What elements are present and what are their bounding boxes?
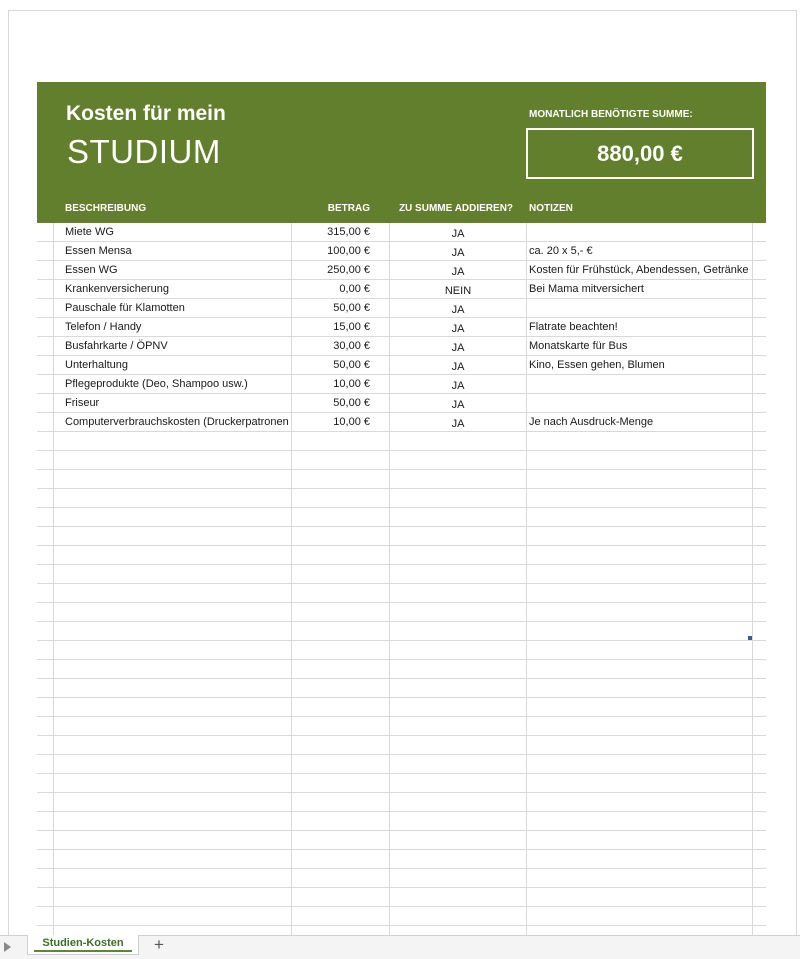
active-tab-indicator bbox=[34, 950, 132, 952]
cell-amount[interactable]: 50,00 € bbox=[333, 359, 370, 371]
table-row bbox=[37, 337, 766, 356]
fill-handle[interactable] bbox=[748, 636, 752, 640]
table-row bbox=[37, 451, 766, 470]
cell-add-to-sum[interactable]: NEIN bbox=[444, 285, 472, 297]
table-row bbox=[37, 869, 766, 888]
cell-amount[interactable]: 250,00 € bbox=[327, 264, 370, 276]
cell-amount[interactable]: 10,00 € bbox=[333, 416, 370, 428]
title-line-1: Kosten für mein bbox=[66, 102, 226, 125]
table-row bbox=[37, 641, 766, 660]
table-row bbox=[37, 774, 766, 793]
table-row bbox=[37, 755, 766, 774]
cell-amount[interactable]: 50,00 € bbox=[333, 397, 370, 409]
cell-amount[interactable]: 30,00 € bbox=[333, 340, 370, 352]
table-row bbox=[37, 242, 766, 261]
cell-add-to-sum[interactable]: JA bbox=[451, 342, 465, 354]
sheet-tab-label: Studien-Kosten bbox=[42, 937, 124, 949]
table-row bbox=[37, 793, 766, 812]
table-row bbox=[37, 831, 766, 850]
cell-amount[interactable]: 0,00 € bbox=[339, 283, 370, 295]
table-row bbox=[37, 888, 766, 907]
column-header-add-to-sum[interactable]: ZU SUMME ADDIEREN? bbox=[398, 203, 514, 214]
column-header-amount[interactable]: BETRAG bbox=[327, 203, 370, 214]
cell-add-to-sum[interactable]: JA bbox=[451, 266, 465, 278]
cell-description[interactable]: Busfahrkarte / ÖPNV bbox=[65, 340, 168, 352]
cell-amount[interactable]: 100,00 € bbox=[327, 245, 370, 257]
cell-description[interactable]: Essen Mensa bbox=[65, 245, 132, 257]
cell-description[interactable]: Miete WG bbox=[65, 226, 114, 238]
cell-note[interactable] bbox=[529, 375, 755, 393]
table-row bbox=[37, 850, 766, 869]
table-row bbox=[37, 413, 766, 432]
table-row bbox=[37, 261, 766, 280]
sheet-tab-studien-kosten[interactable] bbox=[27, 935, 139, 955]
table-row bbox=[37, 717, 766, 736]
add-sheet-plus-icon[interactable]: + bbox=[154, 935, 164, 954]
cell-amount[interactable]: 315,00 € bbox=[327, 226, 370, 238]
table-row bbox=[37, 679, 766, 698]
cell-description[interactable]: Pflegeprodukte (Deo, Shampoo usw.) bbox=[65, 378, 248, 390]
table-row bbox=[37, 356, 766, 375]
table-row bbox=[37, 432, 766, 451]
table-row bbox=[37, 660, 766, 679]
cell-description[interactable]: Telefon / Handy bbox=[65, 321, 142, 333]
table-row bbox=[37, 603, 766, 622]
cell-add-to-sum[interactable]: JA bbox=[451, 418, 465, 430]
cell-amount[interactable]: 15,00 € bbox=[333, 321, 370, 333]
grid-line bbox=[389, 223, 390, 935]
cell-add-to-sum[interactable]: JA bbox=[451, 304, 465, 316]
cell-description[interactable]: Krankenversicherung bbox=[65, 283, 169, 295]
cell-add-to-sum[interactable]: JA bbox=[451, 247, 465, 259]
column-header-description[interactable]: BESCHREIBUNG bbox=[65, 203, 147, 214]
sheet-tab-bar bbox=[0, 935, 800, 959]
cell-description[interactable]: Computerverbrauchskosten (Druckerpatronen bbox=[65, 416, 289, 428]
sum-total-cell[interactable]: 880,00 € bbox=[526, 128, 754, 179]
cell-add-to-sum[interactable]: JA bbox=[451, 323, 465, 335]
table-row bbox=[37, 394, 766, 413]
cell-add-to-sum[interactable]: JA bbox=[451, 361, 465, 373]
cell-note[interactable] bbox=[529, 394, 755, 412]
cell-add-to-sum[interactable]: JA bbox=[451, 380, 465, 392]
table-row bbox=[37, 812, 766, 831]
cell-note[interactable] bbox=[529, 299, 755, 317]
scroll-tabs-arrow-icon[interactable] bbox=[4, 942, 11, 952]
table-row bbox=[37, 470, 766, 489]
table-row bbox=[37, 318, 766, 337]
title-line-2: STUDIUM bbox=[67, 133, 221, 170]
cell-note[interactable]: Monatskarte für Bus bbox=[529, 340, 628, 352]
table-row bbox=[37, 584, 766, 603]
table-row bbox=[37, 907, 766, 926]
grid-line bbox=[752, 223, 753, 935]
sum-label: MONATLICH BENÖTIGTE SUMME: bbox=[529, 109, 693, 120]
cell-amount[interactable]: 50,00 € bbox=[333, 302, 370, 314]
table-row bbox=[37, 223, 766, 242]
table-row bbox=[37, 736, 766, 755]
table-row bbox=[37, 508, 766, 527]
table-row bbox=[37, 280, 766, 299]
column-header-notes[interactable]: NOTIZEN bbox=[529, 203, 573, 214]
cell-amount[interactable]: 10,00 € bbox=[333, 378, 370, 390]
grid-line bbox=[53, 223, 54, 935]
grid-line bbox=[291, 223, 292, 935]
cell-note[interactable] bbox=[529, 223, 755, 241]
table-row bbox=[37, 527, 766, 546]
cell-note[interactable]: Je nach Ausdruck-Menge bbox=[529, 416, 654, 428]
cell-description[interactable]: Unterhaltung bbox=[65, 359, 128, 371]
cell-add-to-sum[interactable]: JA bbox=[451, 399, 465, 411]
cell-note[interactable]: Kino, Essen gehen, Blumen bbox=[529, 359, 665, 371]
cell-description[interactable]: Friseur bbox=[65, 397, 100, 409]
table-row bbox=[37, 698, 766, 717]
cell-description[interactable]: Essen WG bbox=[65, 264, 118, 276]
spreadsheet bbox=[37, 82, 766, 935]
table-row bbox=[37, 565, 766, 584]
table-row bbox=[37, 375, 766, 394]
header-banner bbox=[37, 82, 766, 223]
table-row bbox=[37, 546, 766, 565]
cell-note[interactable]: Kosten für Frühstück, Abendessen, Getränke bbox=[529, 264, 749, 276]
cell-note[interactable]: Flatrate beachten! bbox=[529, 321, 618, 333]
cell-note[interactable]: ca. 20 x 5,- € bbox=[529, 245, 593, 257]
cell-description[interactable]: Pauschale für Klamotten bbox=[65, 302, 185, 314]
grid-line bbox=[526, 223, 527, 935]
table-row bbox=[37, 622, 766, 641]
cell-add-to-sum[interactable]: JA bbox=[451, 228, 465, 240]
cell-note[interactable]: Bei Mama mitversichert bbox=[529, 283, 644, 295]
table-row bbox=[37, 299, 766, 318]
table-row bbox=[37, 489, 766, 508]
data-grid bbox=[37, 223, 766, 926]
